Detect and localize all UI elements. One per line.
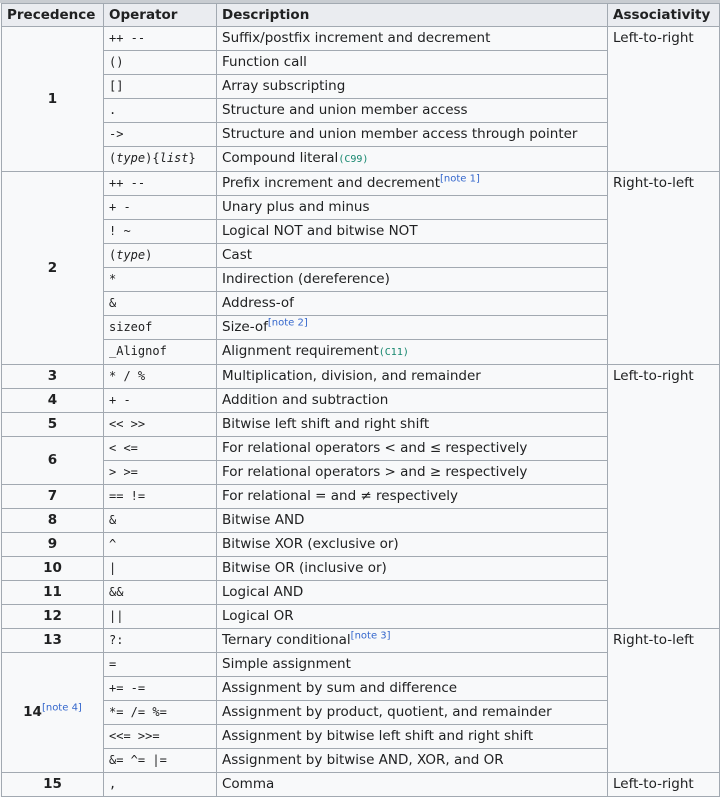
associativity-cell: Right-to-left: [608, 629, 720, 773]
description-text: Function call: [222, 54, 307, 70]
description-text: Comma: [222, 776, 275, 792]
associativity-cell: Left-to-right: [608, 773, 720, 797]
description-cell: [217, 99, 608, 123]
description-text: Assignment by bitwise left shift and right shift: [222, 728, 534, 744]
precedence-value: 1: [47, 90, 58, 107]
precedence-cell: [2, 533, 104, 557]
description-cell: [217, 316, 608, 340]
table-row: [2, 172, 720, 196]
description-text: Cast: [222, 247, 253, 263]
operator-cell: _Alignof: [104, 340, 217, 365]
description-cell: [217, 485, 608, 509]
description-cell: [217, 509, 608, 533]
description-cell: [217, 172, 608, 196]
description-cell: [217, 533, 608, 557]
description-text: Multiplication, division, and remainder: [222, 368, 481, 384]
header-row: [2, 4, 720, 27]
top-border: [0, 0, 720, 3]
operator-cell: []: [104, 75, 217, 99]
description-cell: [217, 75, 608, 99]
precedence-value: 15: [43, 776, 62, 792]
standard-badge[interactable]: (C11): [378, 347, 409, 358]
precedence-cell: [2, 172, 104, 365]
table-body: [2, 27, 720, 797]
precedence-cell: [2, 389, 104, 413]
description-text: Array subscripting: [222, 78, 346, 94]
precedence-value: 4: [47, 392, 58, 408]
precedence-value: 6: [47, 452, 58, 468]
operator-cell: ++ --: [104, 172, 217, 196]
description-cell: [217, 196, 608, 220]
operator-precedence-table: [1, 3, 720, 797]
operator-cell: ->: [104, 123, 217, 147]
operator-cell: ^: [104, 533, 217, 557]
operator-cell: ++ --: [104, 27, 217, 51]
precedence-cell: [2, 27, 104, 172]
description-cell: [217, 389, 608, 413]
description-text: Assignment by bitwise AND, XOR, and OR: [222, 752, 504, 768]
operator-cell: ||: [104, 605, 217, 629]
standard-badge[interactable]: (C99): [338, 154, 369, 165]
operator-cell: .: [104, 99, 217, 123]
description-text: Logical OR: [222, 608, 294, 624]
associativity-cell: Right-to-left: [608, 172, 720, 365]
precedence-cell: [2, 437, 104, 485]
precedence-value: 10: [43, 560, 62, 576]
description-cell: [217, 365, 608, 389]
associativity-cell: Left-to-right: [608, 27, 720, 172]
description-cell: [217, 292, 608, 316]
operator-cell: (type){list}: [104, 147, 217, 172]
description-cell: [217, 605, 608, 629]
description-text: For relational = and ≠ respectively: [222, 488, 459, 504]
description-cell: [217, 220, 608, 244]
description-text: Assignment by product, quotient, and remainder: [222, 704, 552, 720]
description-text: Bitwise left shift and right shift: [222, 416, 430, 432]
description-cell: [217, 123, 608, 147]
operator-cell: += -=: [104, 677, 217, 701]
description-text: Bitwise OR (inclusive or): [222, 560, 387, 576]
description-cell: [217, 27, 608, 51]
precedence-value: 9: [47, 536, 58, 552]
header-associativity: Associativity: [608, 4, 720, 27]
description-cell: [217, 557, 608, 581]
description-text: Address-of: [222, 295, 294, 311]
operator-cell: *: [104, 268, 217, 292]
operator-cell: > >=: [104, 461, 217, 485]
table-row: [2, 27, 720, 51]
description-text: Simple assignment: [222, 656, 351, 672]
operator-cell: == !=: [104, 485, 217, 509]
operator-cell: *= /= %=: [104, 701, 217, 725]
description-cell: [217, 413, 608, 437]
precedence-value: 5: [47, 416, 58, 432]
precedence-cell: [2, 557, 104, 581]
operator-cell: < <=: [104, 437, 217, 461]
description-cell: [217, 147, 608, 172]
description-cell: [217, 461, 608, 485]
precedence-cell: [2, 485, 104, 509]
description-cell: [217, 629, 608, 653]
description-cell: [217, 437, 608, 461]
operator-cell: * / %: [104, 365, 217, 389]
description-text: Structure and union member access: [222, 102, 468, 118]
description-cell: [217, 677, 608, 701]
description-cell: [217, 725, 608, 749]
table-row: [2, 629, 720, 653]
precedence-value: 7: [47, 488, 58, 504]
description-cell: [217, 773, 608, 797]
description-text: Addition and subtraction: [222, 392, 389, 408]
description-cell: [217, 701, 608, 725]
operator-cell: ,: [104, 773, 217, 797]
description-text: For relational operators < and ≤ respectively: [222, 440, 528, 456]
precedence-value: 8: [47, 512, 58, 528]
description-cell: [217, 51, 608, 75]
operator-cell: <<= >>=: [104, 725, 217, 749]
description-text: For relational operators > and ≥ respectively: [222, 464, 528, 480]
header-description: Description: [217, 4, 608, 27]
operator-cell: (type): [104, 244, 217, 268]
footnote-link[interactable]: [note 1]: [439, 173, 480, 185]
operator-cell: sizeof: [104, 316, 217, 340]
description-text: Unary plus and minus: [222, 199, 370, 215]
precedence-cell: [2, 365, 104, 389]
precedence-cell: [2, 581, 104, 605]
operator-cell: =: [104, 653, 217, 677]
operator-cell: &: [104, 292, 217, 316]
precedence-value: 3: [47, 368, 58, 384]
precedence-value: 14: [23, 704, 42, 720]
precedence-cell: [2, 509, 104, 533]
table-row: [2, 365, 720, 389]
operator-cell: ?:: [104, 629, 217, 653]
footnote-link[interactable]: [note 4]: [41, 702, 82, 714]
description-text: Structure and union member access through pointer: [222, 126, 578, 142]
precedence-value: 11: [43, 584, 62, 600]
footnote-link[interactable]: [note 3]: [350, 630, 391, 642]
description-cell: [217, 749, 608, 773]
description-text: Logical AND: [222, 584, 304, 600]
table-row: [2, 773, 720, 797]
precedence-cell: [2, 629, 104, 653]
description-text: Compound literal: [222, 150, 339, 166]
operator-cell: |: [104, 557, 217, 581]
operator-cell: &= ^= |=: [104, 749, 217, 773]
description-text: Bitwise XOR (exclusive or): [222, 536, 399, 552]
description-text: Bitwise AND: [222, 512, 305, 528]
header-operator: Operator: [104, 4, 217, 27]
precedence-cell: [2, 605, 104, 629]
description-text: Size-of: [222, 319, 268, 335]
description-cell: [217, 581, 608, 605]
description-text: Ternary conditional: [222, 632, 351, 648]
header-precedence: Precedence: [2, 4, 104, 27]
associativity-cell: Left-to-right: [608, 365, 720, 629]
footnote-link[interactable]: [note 2]: [267, 317, 308, 329]
precedence-value: 2: [47, 259, 58, 276]
description-cell: [217, 340, 608, 365]
description-text: Indirection (dereference): [222, 271, 390, 287]
operator-cell: + -: [104, 196, 217, 220]
operator-cell: &: [104, 509, 217, 533]
operator-cell: + -: [104, 389, 217, 413]
precedence-cell: [2, 773, 104, 797]
description-text: Suffix/postfix increment and decrement: [222, 30, 491, 46]
description-cell: [217, 653, 608, 677]
description-text: Assignment by sum and difference: [222, 680, 458, 696]
precedence-value: 12: [43, 608, 62, 624]
precedence-value: 13: [43, 632, 62, 648]
precedence-cell: [2, 413, 104, 437]
precedence-cell: [2, 653, 104, 773]
description-text: Logical NOT and bitwise NOT: [222, 223, 418, 239]
operator-cell: (): [104, 51, 217, 75]
description-text: Prefix increment and decrement: [222, 175, 440, 191]
description-cell: [217, 268, 608, 292]
description-text: Alignment requirement: [222, 343, 379, 359]
operator-cell: &&: [104, 581, 217, 605]
description-cell: [217, 244, 608, 268]
operator-cell: << >>: [104, 413, 217, 437]
operator-cell: ! ~: [104, 220, 217, 244]
